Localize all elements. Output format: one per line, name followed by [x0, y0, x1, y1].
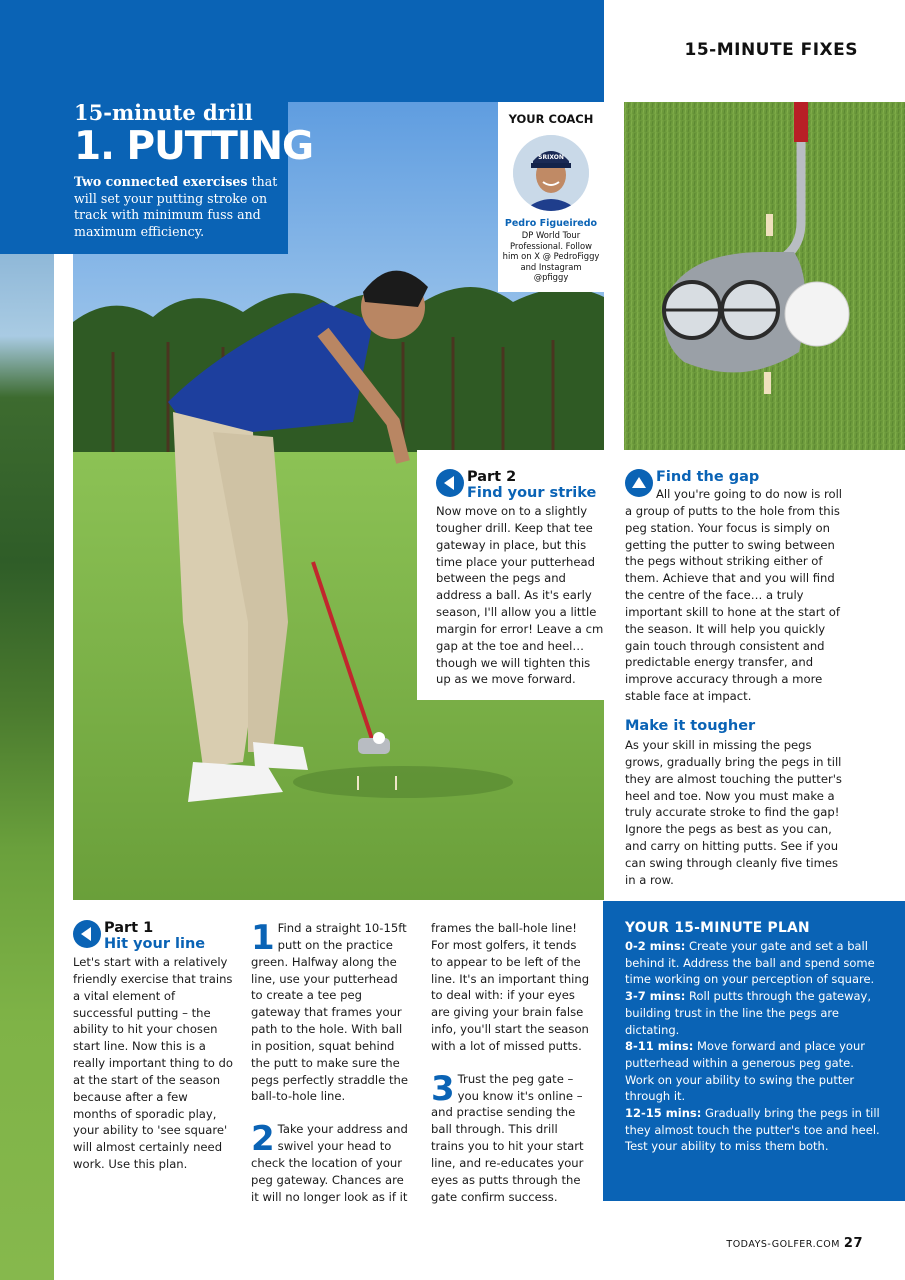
part2-body: Now move on to a slightly tougher drill. Keep that tee gateway in place, but this time place your putterhead between the pegs and address a ball. As it's early season, I'll allow you a little margin for error! Leave a cm gap at the toe and heel… though we will tighten this up as we move forward. — [436, 504, 604, 687]
intro-text: Two connected exercises that will set your putting stroke on track with minimum fuss and maximum efficiency. — [74, 174, 278, 239]
part1-section — [73, 920, 233, 1173]
coach-heading: YOUR COACH — [508, 112, 594, 126]
plan-item: 12-15 mins: Gradually bring the pegs in till they almost touch the putter's toe and heel. Test your ability to miss them both. — [625, 1106, 880, 1154]
arrow-left-icon — [73, 920, 101, 948]
coach-card — [498, 102, 604, 292]
arrow-up-icon — [625, 469, 653, 497]
find-gap-body: All you're going to do now is roll a group of putts to the hole from this peg station. Your focus is simply on getting the putter to swing between the pegs without striking either of them. Achieve that and you will find the centre of the face… a truly important skill to hone at the start of the season. It will help you quickly gain touch through consistent and predictable energy transfer, and improve accuracy through a more stable face at impact. — [625, 487, 843, 704]
drill-label: 15-minute drill — [74, 100, 253, 125]
step-2-continued: frames the ball-hole line! For most golfers, it tends to appear to be left of the line. It's an important thing to deal with: if your eyes are giving your brain false info, you'll start the season with a lot of missed putts. — [431, 921, 590, 1053]
part2-number: Part 2 — [467, 469, 517, 485]
part1-body: Let's start with a relatively friendly exercise that trains a vital element of successful putting – the ability to hit your chosen start line. Now this is a really important thing to do at the start of the season because after a few months of sporadic play, your ability to 'see square' will almost certainly need work. Use this plan. — [73, 955, 233, 1172]
plan-item: 0-2 mins: Create your gate and set a ball behind it. Address the ball and spend some time working on your perception of square. — [625, 939, 875, 987]
left-grass-photo — [0, 254, 54, 1280]
cap-logo: SRIXON — [538, 154, 564, 161]
step-number: 2 — [251, 1119, 275, 1160]
page-title: 1. PUTTING — [74, 124, 314, 169]
part2-title: Find your strike — [467, 485, 597, 501]
tougher-body: As your skill in missing the pegs grows, gradually bring the pegs in till they are almost touching the putter's heel and toe. Now you must make a truly accurate stroke to find the gap! Ignore the pegs as best as you can, and carry on hitting putts. See if you can swing through cleanly five times in a row. — [625, 738, 842, 887]
step-number: 1 — [251, 918, 275, 958]
steps-column-2 — [251, 920, 409, 1206]
tougher-title: Make it tougher — [625, 718, 756, 734]
part1-number: Part 1 — [104, 920, 154, 936]
step-number: 3 — [431, 1068, 455, 1109]
part1-title: Hit your line — [104, 936, 206, 952]
footer-site: TODAYS-GOLFER.COM — [726, 1239, 840, 1250]
plan-item: 8-11 mins: Move forward and place your putterhead within a generous peg gate. Work on your ability to swing the putter through it. — [625, 1039, 865, 1104]
step-3: 3 Trust the peg gate – you know it's online – and practise sending the ball through. This drill trains you to hit your start line, and re-educates your eyes as putts through the gate confirm success. — [431, 1068, 584, 1204]
page-number: 27 — [843, 1236, 863, 1251]
plan-title: YOUR 15-MINUTE PLAN — [625, 920, 810, 936]
putter-photo — [624, 102, 905, 450]
header-band — [0, 0, 604, 102]
step-2: 2 Take your address and swivel your head to check the location of your peg gateway. Chances are it will no longer look as if it — [251, 1119, 408, 1204]
coach-bio: DP World Tour Professional. Follow him on X @ PedroFiggy and Instagram @pfiggy — [502, 230, 600, 282]
plan-item: 3-7 mins: Roll putts through the gateway, building trust in the line the pegs are dictating. — [625, 989, 872, 1037]
plan-box — [603, 901, 905, 1201]
part2-section — [417, 450, 604, 700]
section-title: 15-MINUTE FIXES — [684, 40, 858, 60]
coach-name: Pedro Figueiredo — [504, 218, 598, 229]
steps-column-3 — [431, 920, 591, 1206]
find-gap-title: Find the gap — [656, 469, 760, 485]
arrow-left-icon — [436, 469, 464, 497]
page-footer — [726, 1236, 863, 1251]
left-band — [0, 102, 54, 254]
find-gap-section — [625, 468, 843, 705]
coach-avatar — [513, 135, 589, 211]
step-1: 1 Find a straight 10-15ft putt on the practice green. Halfway along the line, use your putterhead to create a tee peg gateway that frames your path to the hole. With ball in position, squat behind the putt to make sure the pegs perfectly straddle the ball-to-hole line. — [251, 918, 408, 1104]
